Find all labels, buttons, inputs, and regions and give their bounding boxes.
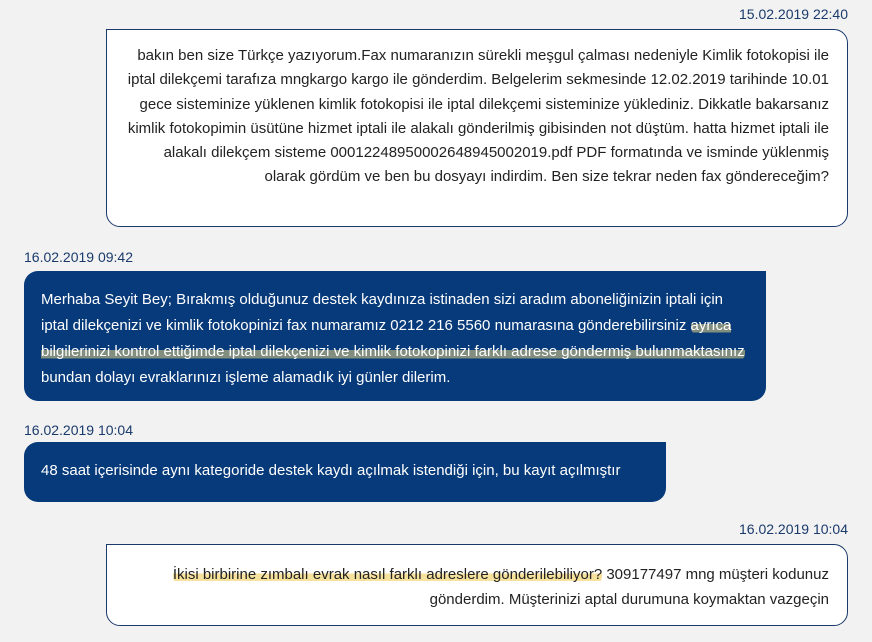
message-text: 48 saat içerisinde aynı kategoride destek kaydı açılmak istendiği için, bu kayıt açılmıştır [41,462,621,479]
message-timestamp: 16.02.2019 09:42 [24,249,133,265]
outgoing-message [106,29,848,227]
message-timestamp: 16.02.2019 10:04 [24,422,133,438]
message-text: bundan dolayı evraklarınızı işleme alamadık iyi günler dilerim. [41,369,451,386]
message-text: bakın ben size Türkçe yazıyorum.Fax numaranızın sürekli meşgul çalması nedeniyle Kimlik fotokopisi ile iptal dilekçemi tarafıza mngkargo kargo ile gönderdim. Belgelerim sekmesinde 12.02.2019 tarihinde 10.01 gece sisteminize yüklenen kimlik fotokopisi ile iptal dilekçemi sisteminize yüklediniz. Dikkatle bakarsanız kimlik fotokopimin üsütüne hizmet iptali ile alakalı gönderilmiş gibisinden not düştüm. hatta hizmet iptali ile alakalı dilekçem sisteme 0001224895000264894500​2019.pdf PDF formatında ve isminde yüklenmiş olarak gördüm ve ben bu dosyayı indirdim. Ben size tekrar neden fax göndereceğim? [127,47,829,186]
message-text: 309177497 mng müşteri kodunuz gönderdim. Müşterinizi aptal durumuna koymaktan vazgeçin [429,566,829,608]
incoming-message [24,442,666,502]
message-text: Merhaba Seyit Bey; Bırakmış olduğunuz destek kaydınıza istinaden sizi aradım aboneliğinizin iptali için iptal dilekçenizi ve kimlik fotokopinizi fax numaramız 0212 216 5560 numarasına gönderebilirsiniz [41,291,724,334]
message-timestamp: 15.02.2019 22:40 [739,6,848,22]
incoming-message [24,271,766,401]
outgoing-message [106,544,848,626]
highlighted-text: İkisi birbirine zımbalı evrak nasıl farklı adreslere gönderilebiliyor? [172,566,603,583]
message-timestamp: 16.02.2019 10:04 [739,521,848,537]
highlighted-text: ayrıca bilgilerinizi kontrol ettiğimde iptal dilekçenizi ve kimlik fotokopinizi farklı adrese göndermiş bulunmaktasınız [41,317,745,360]
